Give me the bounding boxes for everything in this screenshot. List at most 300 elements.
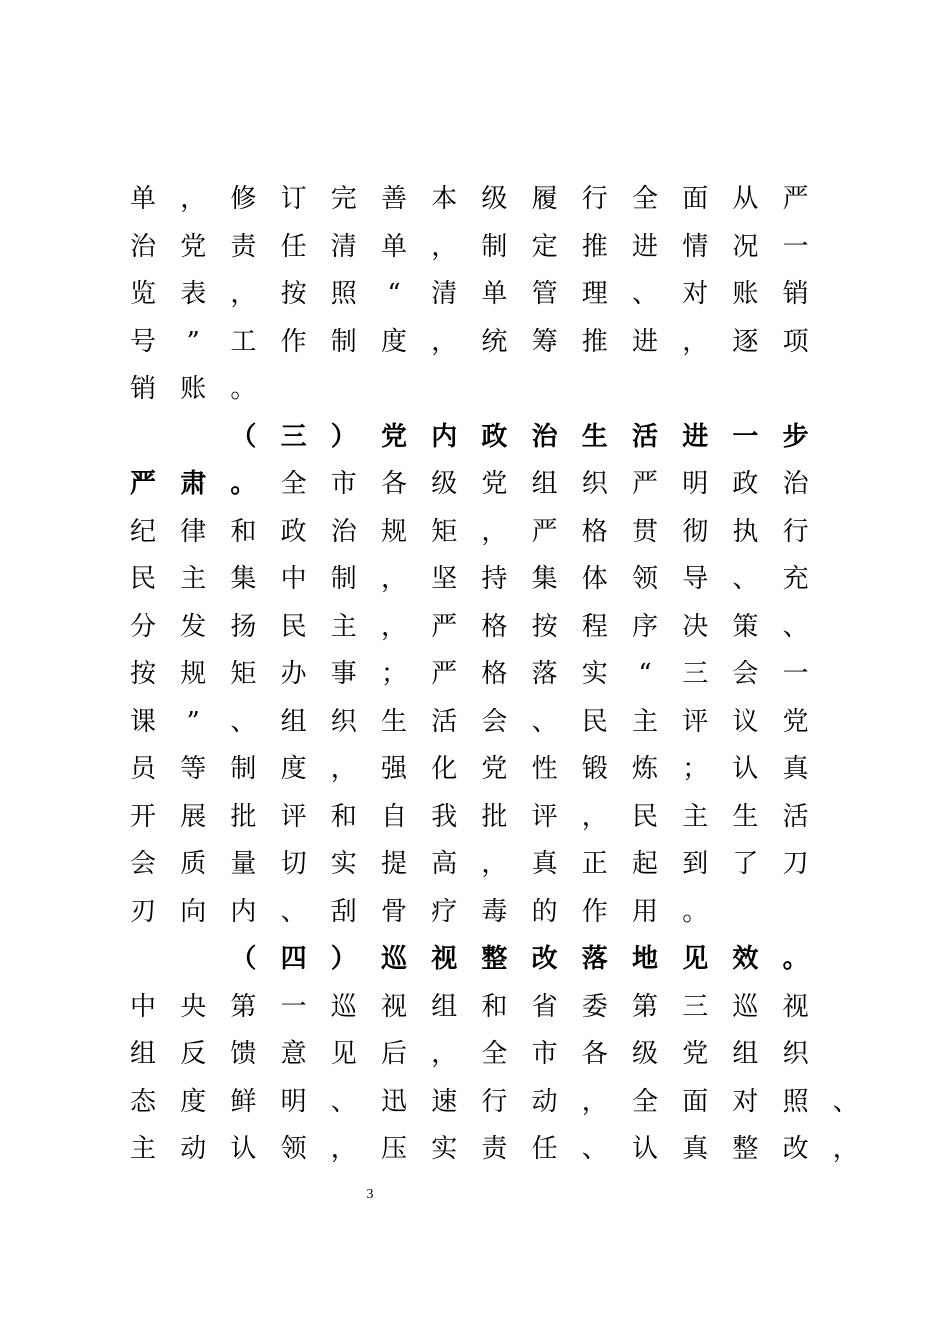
character: 组: [732, 1039, 759, 1069]
character: 疗: [431, 896, 458, 927]
character: 定: [531, 231, 558, 262]
character: 会: [732, 659, 759, 689]
text-line: [130, 509, 850, 555]
character: 理: [581, 279, 608, 309]
character: 内: [230, 896, 257, 927]
character: 严: [632, 469, 659, 499]
character: 规: [381, 516, 408, 547]
character: 订: [280, 184, 307, 214]
character: 体: [581, 564, 608, 594]
character: 、: [531, 706, 558, 737]
character: 中: [130, 991, 157, 1022]
character: 、: [632, 279, 659, 309]
character: 策: [732, 611, 759, 642]
character: 毒: [481, 896, 508, 927]
character: 性: [531, 754, 558, 784]
character: 纪: [130, 516, 157, 547]
text-line: [130, 1031, 850, 1077]
character: ）: [330, 421, 357, 452]
character: 筹: [531, 326, 558, 357]
character: 刀: [782, 849, 809, 879]
character: 况: [732, 231, 759, 262]
character: 向: [180, 896, 207, 927]
character: 一: [280, 991, 307, 1022]
character: 格: [481, 659, 508, 689]
character: 骨: [381, 896, 408, 927]
character: 我: [431, 801, 458, 832]
character: 组: [531, 469, 558, 499]
character: 作: [581, 896, 608, 927]
character: 号: [130, 326, 157, 357]
character: 推: [581, 326, 608, 357]
character: 生: [581, 421, 608, 452]
text-line: [130, 651, 850, 697]
character: 整: [481, 944, 508, 974]
character: 三: [682, 991, 709, 1022]
character: 态: [130, 1086, 157, 1117]
character: 政: [732, 469, 759, 499]
character: 真: [782, 754, 809, 784]
character: 格: [581, 516, 608, 547]
character: 议: [732, 706, 759, 737]
character: 馈: [230, 1039, 257, 1069]
character: 明: [280, 1086, 307, 1117]
character: 项: [782, 326, 809, 357]
character: 持: [481, 564, 508, 594]
character: 导: [682, 564, 709, 594]
character: 认: [230, 1134, 257, 1164]
character: 任: [280, 231, 307, 262]
character: ，: [481, 849, 508, 879]
text-line: [130, 319, 850, 365]
character: 反: [180, 1039, 207, 1069]
character: 主: [180, 564, 207, 594]
character: 修: [230, 184, 257, 214]
character: 生: [381, 706, 408, 737]
character: 效: [732, 944, 759, 974]
character: 主: [682, 801, 709, 832]
character: 面: [682, 184, 709, 214]
character: 单: [481, 279, 508, 309]
character: 起: [632, 849, 659, 879]
character: 见: [682, 944, 709, 974]
character: 贯: [632, 516, 659, 547]
character: 民: [632, 801, 659, 832]
character: 民: [581, 706, 608, 737]
character: 按: [531, 611, 558, 642]
character: 和: [481, 991, 508, 1022]
character: 三: [682, 659, 709, 689]
text-line: [130, 176, 850, 222]
character: 后: [381, 1039, 408, 1069]
character: “: [638, 659, 652, 689]
character: 。: [782, 944, 809, 974]
character: 清: [330, 231, 357, 262]
character: 度: [180, 1086, 207, 1117]
character: ）: [330, 944, 357, 974]
character: 会: [481, 706, 508, 737]
character: 推: [581, 231, 608, 262]
character: 严: [782, 184, 809, 214]
character: 课: [130, 706, 157, 737]
character: ，: [481, 516, 508, 547]
character: 真: [682, 1134, 709, 1164]
character: 刃: [130, 896, 157, 927]
character: 、: [280, 896, 307, 927]
character: 一: [782, 659, 809, 689]
character: 彻: [682, 516, 709, 547]
character: 了: [732, 849, 759, 879]
character: 评: [531, 801, 558, 832]
character: 。: [230, 374, 257, 404]
character: （: [230, 944, 257, 974]
character: 、: [782, 611, 809, 642]
character: 的: [531, 896, 558, 927]
character: 按: [280, 279, 307, 309]
character: 步: [782, 421, 809, 452]
character: ，: [431, 231, 458, 262]
character: 织: [330, 706, 357, 737]
character: 质: [180, 849, 207, 879]
character: 作: [280, 326, 307, 357]
character: ，: [381, 611, 408, 642]
character: 政: [481, 421, 508, 452]
character: 序: [632, 611, 659, 642]
character: 分: [130, 611, 157, 642]
character: 认: [632, 1134, 659, 1164]
character: 用: [632, 896, 659, 927]
character: 党: [682, 1039, 709, 1069]
character: 落: [531, 659, 558, 689]
character: 工: [230, 326, 257, 357]
character: 批: [230, 801, 257, 832]
character: 实: [330, 849, 357, 879]
character: 管: [531, 279, 558, 309]
character: 巡: [330, 991, 357, 1022]
character: 集: [531, 564, 558, 594]
character: 视: [431, 944, 458, 974]
character: 动: [531, 1086, 558, 1117]
character: 第: [230, 991, 257, 1022]
character: 实: [581, 659, 608, 689]
character: 销: [130, 374, 157, 404]
character: 改: [782, 1134, 809, 1164]
character: ，: [381, 564, 408, 594]
character: 规: [180, 659, 207, 689]
character: ，: [581, 1086, 608, 1117]
character: 、: [581, 1134, 608, 1164]
character: 活: [431, 706, 458, 737]
character: 账: [180, 374, 207, 404]
character: 等: [180, 754, 207, 784]
character: 党: [782, 706, 809, 737]
character: 责: [481, 1134, 508, 1164]
character: 认: [732, 754, 759, 784]
character: 坚: [431, 564, 458, 594]
character: 织: [782, 1039, 809, 1069]
text-line: [130, 604, 850, 650]
character: 内: [431, 421, 458, 452]
character: 办: [280, 659, 307, 689]
character: 组: [280, 706, 307, 737]
character: 行: [481, 1086, 508, 1117]
text-line: [130, 1079, 859, 1125]
character: 制: [481, 231, 508, 262]
character: ，: [581, 801, 608, 832]
character: 一: [732, 421, 759, 452]
character: 主: [330, 611, 357, 642]
character: 党: [481, 469, 508, 499]
character: 开: [130, 801, 157, 832]
text-line: [130, 984, 850, 1030]
character: 展: [180, 801, 207, 832]
character: 巡: [732, 991, 759, 1022]
character: 一: [782, 231, 809, 262]
character: 化: [431, 754, 458, 784]
text-line: [130, 794, 850, 840]
character: 强: [381, 754, 408, 784]
character: 意: [280, 1039, 307, 1069]
character: 矩: [431, 516, 458, 547]
character: 全: [280, 469, 307, 499]
character: 四: [280, 944, 307, 974]
character: 事: [330, 659, 357, 689]
character: 决: [682, 611, 709, 642]
character: 真: [531, 849, 558, 879]
character: 实: [431, 1134, 458, 1164]
character: 严: [531, 516, 558, 547]
character: 对: [682, 279, 709, 309]
character: ，: [431, 1039, 458, 1069]
character: 行: [782, 516, 809, 547]
character: 进: [632, 231, 659, 262]
character: 。: [682, 896, 709, 927]
character: 从: [732, 184, 759, 214]
character: 格: [481, 611, 508, 642]
text-line: [130, 271, 850, 317]
character: 市: [531, 1039, 558, 1069]
character: 制: [230, 754, 257, 784]
character: 明: [682, 469, 709, 499]
character: 本: [431, 184, 458, 214]
character: 全: [481, 1039, 508, 1069]
character: 清: [431, 279, 458, 309]
character: 活: [632, 421, 659, 452]
character: ”: [186, 706, 200, 737]
character: 统: [481, 326, 508, 357]
character: 矩: [230, 659, 257, 689]
character: 制: [330, 564, 357, 594]
character: 程: [581, 611, 608, 642]
character: 会: [130, 849, 157, 879]
text-line: [130, 224, 850, 270]
character: 评: [280, 801, 307, 832]
character: 律: [180, 516, 207, 547]
character: 视: [381, 991, 408, 1022]
character: 善: [381, 184, 408, 214]
character: 民: [130, 564, 157, 594]
character: 进: [682, 421, 709, 452]
character: 扬: [230, 611, 257, 642]
character: 级: [632, 1039, 659, 1069]
character: 到: [682, 849, 709, 879]
character: 单: [381, 231, 408, 262]
character: 面: [682, 1086, 709, 1117]
character: 领: [280, 1134, 307, 1164]
character: 发: [180, 611, 207, 642]
character: ，: [832, 1134, 859, 1164]
character: ，: [330, 1134, 357, 1164]
character: 民: [280, 611, 307, 642]
text-line: [130, 841, 850, 887]
character: 责: [230, 231, 257, 262]
character: 三: [280, 421, 307, 452]
character: 锻: [581, 754, 608, 784]
character: 集: [230, 564, 257, 594]
character: 评: [682, 706, 709, 737]
character: ，: [330, 754, 357, 784]
character: ”: [186, 326, 200, 357]
character: 第: [632, 991, 659, 1022]
character: 各: [381, 469, 408, 499]
character: ；: [682, 754, 709, 784]
character: 组: [431, 991, 458, 1022]
character: 提: [381, 849, 408, 879]
character: 览: [130, 279, 157, 309]
text-line: [130, 699, 850, 745]
character: 动: [180, 1134, 207, 1164]
character: 地: [632, 944, 659, 974]
character: 充: [782, 564, 809, 594]
character: 、: [832, 1086, 859, 1117]
character: 严: [431, 659, 458, 689]
text-line: [130, 366, 850, 412]
character: 央: [180, 991, 207, 1022]
character: 自: [381, 801, 408, 832]
character: 全: [632, 184, 659, 214]
character: 表: [180, 279, 207, 309]
character: 委: [581, 991, 608, 1022]
character: 、: [230, 706, 257, 737]
character: ，: [180, 184, 207, 214]
character: （: [230, 421, 257, 452]
character: 市: [330, 469, 357, 499]
character: 党: [481, 754, 508, 784]
character: 严: [431, 611, 458, 642]
character: 组: [130, 1039, 157, 1069]
character: 活: [782, 801, 809, 832]
text-line: [130, 1126, 859, 1172]
text-line: [130, 461, 850, 507]
text-line: [130, 889, 850, 935]
character: 整: [732, 1134, 759, 1164]
character: 和: [230, 516, 257, 547]
character: 领: [632, 564, 659, 594]
character: ，: [682, 326, 709, 357]
character: 治: [531, 421, 558, 452]
character: 对: [732, 1086, 759, 1117]
character: 治: [782, 469, 809, 499]
character: 炼: [632, 754, 659, 784]
text-line: [130, 414, 850, 460]
character: 改: [531, 944, 558, 974]
character: 压: [381, 1134, 408, 1164]
character: 主: [130, 1134, 157, 1164]
character: 政: [280, 516, 307, 547]
character: 任: [531, 1134, 558, 1164]
text-line: [130, 746, 850, 792]
character: 迅: [381, 1086, 408, 1117]
character: 制: [330, 326, 357, 357]
character: 批: [481, 801, 508, 832]
character: 速: [431, 1086, 458, 1117]
character: 主: [632, 706, 659, 737]
character: 严: [130, 469, 157, 499]
character: 。: [230, 469, 257, 499]
character: 和: [330, 801, 357, 832]
character: 、: [732, 564, 759, 594]
character: 党: [381, 421, 408, 452]
character: 刮: [330, 896, 357, 927]
character: 度: [280, 754, 307, 784]
character: 高: [431, 849, 458, 879]
character: 各: [581, 1039, 608, 1069]
character: 照: [782, 1086, 809, 1117]
character: 完: [330, 184, 357, 214]
character: 情: [682, 231, 709, 262]
character: 按: [130, 659, 157, 689]
character: 视: [782, 991, 809, 1022]
character: 全: [632, 1086, 659, 1117]
character: 单: [130, 184, 157, 214]
character: 照: [330, 279, 357, 309]
character: 、: [330, 1086, 357, 1117]
character: 度: [381, 326, 408, 357]
text-line: [130, 556, 850, 602]
character: ；: [381, 659, 408, 689]
character: 量: [230, 849, 257, 879]
character: ，: [431, 326, 458, 357]
character: 生: [732, 801, 759, 832]
character: 执: [732, 516, 759, 547]
character: 履: [531, 184, 558, 214]
character: 切: [280, 849, 307, 879]
character: 中: [280, 564, 307, 594]
character: 正: [581, 849, 608, 879]
character: 巡: [381, 944, 408, 974]
character: 逐: [732, 326, 759, 357]
character: 级: [481, 184, 508, 214]
character: “: [387, 279, 401, 309]
character: 省: [531, 991, 558, 1022]
character: 党: [180, 231, 207, 262]
character: 级: [431, 469, 458, 499]
character: 治: [330, 516, 357, 547]
text-line: [130, 936, 850, 982]
character: 见: [330, 1039, 357, 1069]
character: 员: [130, 754, 157, 784]
character: 进: [632, 326, 659, 357]
character: ，: [230, 279, 257, 309]
character: 账: [732, 279, 759, 309]
character: 织: [581, 469, 608, 499]
character: 鲜: [230, 1086, 257, 1117]
character: 治: [130, 231, 157, 262]
character: 销: [782, 279, 809, 309]
character: 落: [581, 944, 608, 974]
character: 行: [581, 184, 608, 214]
character: 肃: [180, 469, 207, 499]
